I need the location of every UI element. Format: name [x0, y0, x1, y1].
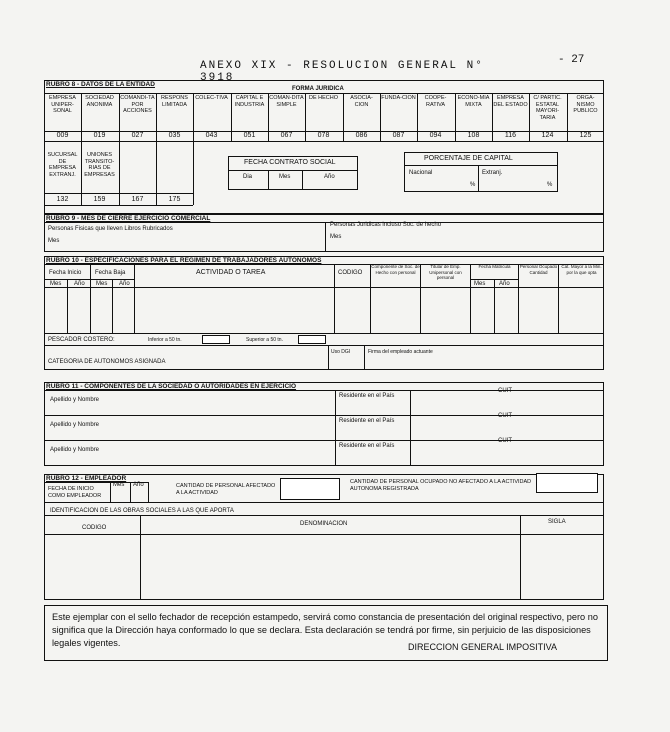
forma-juridica-col-code[interactable]: 125 [579, 132, 592, 139]
rubro12-title: RUBRO 12 - EMPLEADOR [46, 475, 127, 482]
componente-apellido-label: Apellido y Nombre [50, 397, 100, 403]
forma-juridica-col-code[interactable]: 078 [317, 132, 330, 139]
extra-col-label: SUCURSAL DE EMPRESA EXTRANJ. [47, 152, 78, 178]
forma-juridica-col-label: COMANDI-TA POR ACCIONES [120, 95, 155, 114]
forma-juridica-col-label: COLEC-TIVA [195, 95, 228, 101]
obra-denominacion-header: DENOMINACION [300, 521, 348, 527]
fecha-inicio-label: Fecha Inicio [49, 270, 82, 276]
componente-apellido-label: Apellido y Nombre [50, 447, 100, 453]
obra-codigo-header: CODIGO [82, 525, 107, 531]
capital-nacional-pct: % [470, 182, 476, 188]
uso-dgi-label: Uso DGI [331, 349, 351, 355]
forma-juridica-col-label: ECONO-MIA MIXTA [457, 95, 490, 108]
forma-juridica-col-code[interactable]: 086 [355, 132, 368, 139]
fecha-contrato-anio[interactable]: Año [324, 174, 335, 180]
rubro9-fisicas-label: Personas Fisicas que lleven Libros Rubricados [48, 226, 173, 232]
obra-sigla-header: SIGLA [548, 519, 566, 525]
forma-juridica-col-code[interactable]: 009 [56, 132, 69, 139]
forma-juridica-col-label: EMPRESA UNIPER-SONAL [49, 95, 76, 114]
pescador-inferior-box[interactable] [202, 335, 230, 344]
inicio-anio: Año [74, 281, 85, 287]
actividad-label: ACTIVIDAD O TAREA [196, 269, 266, 276]
fecha-matricula-label: Fecha Matricula [478, 264, 511, 269]
componente-residente-label: Residente en el País [339, 443, 395, 449]
rubro11-title: RUBRO 11 - COMPONENTES DE LA SOCIEDAD O AUTORIDADES EN EJERCICIO [46, 383, 297, 390]
cat-mayor-label: Cat. Mayor a la Min. por la que opta [561, 264, 602, 275]
firma-empleado-label: Firma del empleado actuante [368, 349, 433, 355]
forma-juridica-col-label: RESPONS LIMITADA [161, 95, 188, 108]
codigo-label: CODIGO [338, 270, 363, 276]
forma-juridica-col-label: ORGA-NISMO PUBLICO [573, 95, 598, 114]
pescador-inferior: Inferior a 50 tn. [148, 337, 182, 343]
componente-residente-label: Residente en el País [339, 418, 395, 424]
personal-no-afectado-label: CANTIDAD DE PERSONAL OCUPADO NO AFECTADO A LA ACTIVIDAD AUTONOMA REGISTRADA [350, 479, 532, 492]
forma-juridica-label: FORMA JURIDICA [292, 86, 344, 92]
pescador-label: PESCADOR COSTERO: [48, 337, 115, 343]
rubro8-title: RUBRO 8 - DATOS DE LA ENTIDAD [46, 81, 155, 88]
forma-juridica-col-code[interactable]: 019 [93, 132, 106, 139]
forma-juridica-col-label: COMAN-DITA SIMPLE [269, 95, 304, 108]
forma-juridica-col-label: C/ PARTIC. ESTATAL MAYORI-TARIA [533, 95, 562, 121]
fecha-inicio-empleador-label: FECHA DE INICIO COMO EMPLEADOR [48, 486, 102, 499]
page-number: - 27 [558, 54, 585, 66]
personal-ocupado-label: Personal Ocupado Cantidad [519, 264, 558, 275]
componente-label: Componente de Soc. de Hecho con personal [371, 264, 420, 275]
extra-col-code[interactable]: 175 [168, 196, 181, 203]
titular-label: Titular de Emp. Unipersonal con personal [429, 264, 462, 280]
forma-juridica-col-code[interactable]: 051 [243, 132, 256, 139]
forma-juridica-col-label: COOPE-RATIVA [424, 95, 447, 108]
capital-extranjero-pct: % [547, 182, 553, 188]
forma-juridica-col-label: FUNDA-CION [381, 95, 416, 101]
forma-juridica-col-label: CAPITAL E INDUSTRIA [234, 95, 265, 108]
footer-notice: Este ejemplar con el sello fechador de recepción estampedo, servirá como constancia de presentación del original respectivo, pero no significa que la Dirección haya conformado lo que se declara. Esta declaración se tendrá por firme, sin perjuicio de las disposiciones legales vigentes. [52, 612, 598, 648]
inicio-mes: Mes [50, 281, 62, 287]
categoria-label: CATEGORIA DE AUTONOMOS ASIGNADA [48, 359, 166, 365]
capital-nacional[interactable]: Nacional [409, 170, 433, 176]
personal-afectado-label: CANTIDAD DE PERSONAL AFECTADO A LA ACTIVIDAD [176, 483, 276, 496]
matricula-anio: Año [499, 281, 510, 287]
empleador-mes[interactable]: Mes [113, 482, 125, 488]
forma-juridica-col-code[interactable]: 035 [168, 132, 181, 139]
obras-sociales-label: IDENTIFICACION DE LAS OBRAS SOCIALES A LAS QUE APORTA [50, 508, 234, 514]
forma-juridica-col-code[interactable]: 124 [541, 132, 554, 139]
componente-cuit-label: CUIT [498, 413, 512, 419]
forma-juridica-col-label: SOCIEDAD ANONIMA [85, 95, 114, 108]
forma-juridica-col-code[interactable]: 067 [280, 132, 293, 139]
rubro9-juridicas-mes[interactable]: Mes [330, 234, 342, 240]
componente-apellido-label: Apellido y Nombre [50, 422, 100, 428]
forma-juridica-col-code[interactable]: 094 [429, 132, 442, 139]
rubro9-title: RUBRO 9 - MES DE CIERRE EJERCICIO COMERCIAL [46, 215, 211, 222]
extra-col-code[interactable]: 167 [131, 196, 144, 203]
baja-mes: Mes [96, 281, 108, 287]
extra-col-label: UNIONES TRANSITO-RIAS DE EMPRESAS [84, 152, 115, 178]
rubro9-juridicas-label: Personas Juridicas incluso Soc. de hecho [330, 222, 442, 228]
extra-col-code[interactable]: 132 [56, 196, 69, 203]
fecha-contrato-dia[interactable]: Dia [243, 174, 253, 180]
forma-juridica-col-code[interactable]: 087 [392, 132, 405, 139]
forma-juridica-col-label: ASOCIA-CION [350, 95, 373, 108]
baja-anio: Año [119, 281, 130, 287]
form-title: ANEXO XIX - RESOLUCION GENERAL N° 3918 [200, 60, 484, 84]
forma-juridica-col-code[interactable]: 108 [467, 132, 480, 139]
componente-cuit-label: CUIT [498, 438, 512, 444]
footer-direccion: DIRECCION GENERAL IMPOSITIVA [408, 642, 558, 652]
rubro10-title: RUBRO 10 - ESPECIFICACIONES PARA EL REGIMEN DE TRABAJADORES AUTONOMOS [46, 257, 322, 264]
fecha-contrato-mes[interactable]: Mes [279, 174, 291, 180]
fecha-contrato-label: FECHA CONTRATO SOCIAL [244, 159, 336, 166]
capital-extranjero[interactable]: Extranj. [482, 170, 503, 176]
rubro9-fisicas-mes[interactable]: Mes [48, 238, 60, 244]
personal-afectado-box[interactable] [280, 478, 340, 500]
pescador-superior: Superior a 50 tn. [246, 337, 283, 343]
forma-juridica-col-code[interactable]: 027 [131, 132, 144, 139]
forma-juridica-col-label: EMPRESA DEL ESTADO [493, 95, 528, 108]
forma-juridica-col-code[interactable]: 116 [504, 132, 517, 139]
forma-juridica-col-code[interactable]: 043 [205, 132, 218, 139]
porcentaje-capital-label: PORCENTAJE DE CAPITAL [424, 155, 513, 162]
empleador-anio[interactable]: Año [133, 482, 144, 488]
componente-cuit-label: CUIT [498, 388, 512, 394]
extra-col-code[interactable]: 159 [93, 196, 106, 203]
componente-residente-label: Residente en el País [339, 393, 395, 399]
forma-juridica-col-label: DE HECHO [308, 95, 339, 101]
rubro11-box [44, 382, 604, 466]
fecha-baja-label: Fecha Baja [95, 270, 126, 276]
pescador-superior-box[interactable] [298, 335, 326, 344]
personal-no-afectado-box[interactable] [536, 473, 598, 493]
matricula-mes: Mes [474, 281, 486, 287]
